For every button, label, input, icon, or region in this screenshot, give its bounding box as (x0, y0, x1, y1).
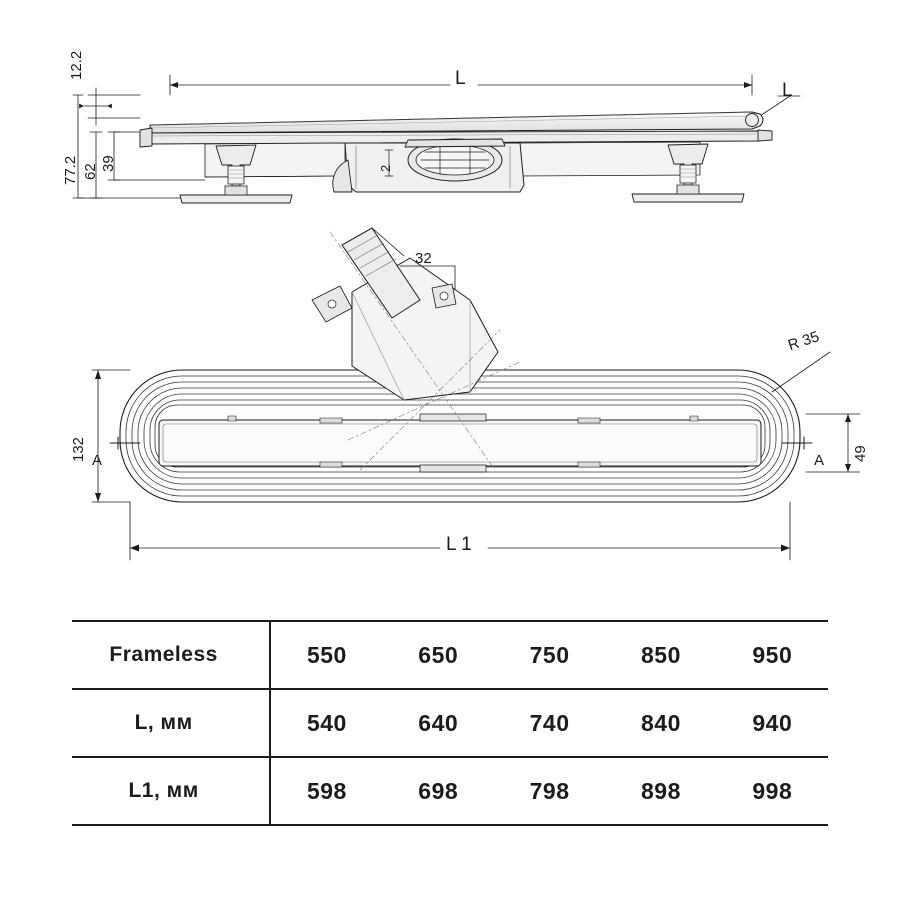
dim-R35: R 35 (786, 328, 822, 355)
cell-l1-3: 798 (529, 777, 570, 804)
cell-frameless-4: 850 (640, 641, 681, 668)
cell-l1-5: 998 (752, 777, 793, 804)
dim-62: 62 (82, 163, 99, 180)
cell-l-1: 540 (306, 709, 347, 736)
dim-32: 32 (415, 250, 432, 267)
cell-frameless-2: 650 (418, 641, 459, 668)
table-row (72, 689, 828, 757)
row-header-frameless: Frameless (72, 621, 270, 689)
row-header-l1: L1, мм (72, 757, 270, 825)
cell-l1-1: 598 (306, 777, 347, 804)
row-header-l: L, мм (72, 689, 270, 757)
dim-L1: L 1 (446, 534, 472, 555)
cell-l-4: 840 (640, 709, 681, 736)
cell-frameless-5: 950 (752, 641, 793, 668)
size-chart (72, 620, 828, 826)
dim-77-2: 77.2 (62, 155, 79, 185)
cell-l-2: 640 (418, 709, 459, 736)
section-marker-left: A (92, 452, 103, 469)
dim-L-right: L (782, 80, 793, 101)
cell-l-5: 940 (752, 709, 793, 736)
section-marker-right: A (814, 452, 825, 469)
cell-frameless-3: 750 (529, 641, 570, 668)
cell-l1-4: 898 (640, 777, 681, 804)
table-row (72, 621, 828, 689)
dim-12-2: 12.2 (68, 50, 85, 80)
cell-frameless-1: 550 (306, 641, 347, 668)
dim-49: 49 (852, 445, 869, 462)
dim-2: 2 (378, 164, 393, 172)
cell-l-3: 740 (529, 709, 570, 736)
dim-39: 39 (100, 155, 117, 172)
table-row (72, 757, 828, 825)
dim-L-top: L (455, 68, 466, 89)
cell-l1-2: 698 (418, 777, 459, 804)
dim-132: 132 (70, 436, 87, 462)
